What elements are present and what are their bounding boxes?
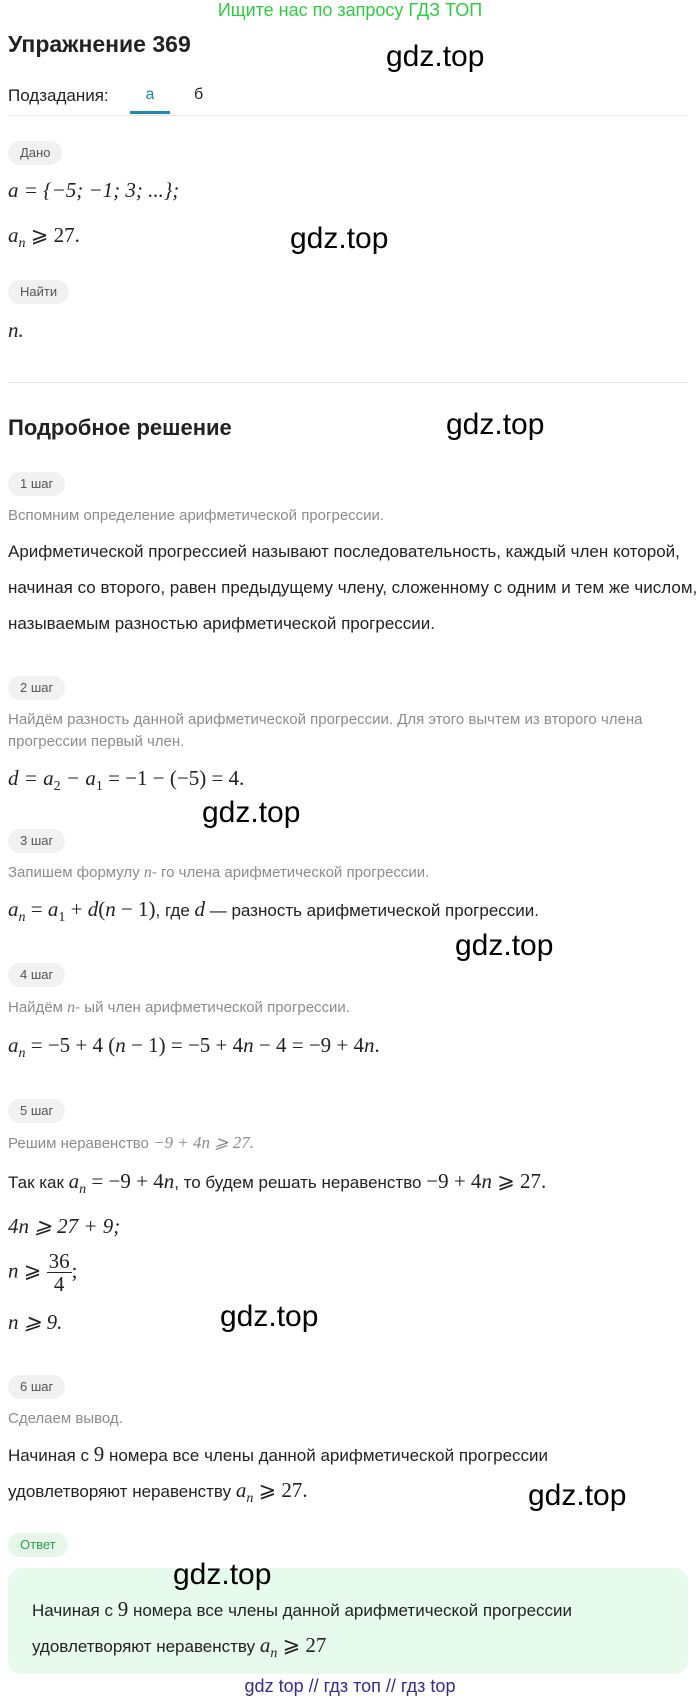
step-1-text: Арифметической прогрессией называют последовательность, каждый член которой, начиная со второго, равен предыдущему члену, сложенному с одним и тем же числом, называемым разностью арифметической прогрессии. [8,542,698,633]
watermark: gdz.top [528,1479,627,1512]
step-5-text: Так как $a_n = -9 + 4n$, то будем решать неравенство −9 + 4n ⩾ 27. [8,1169,547,1198]
step-5-hint: Решим неравенство −9 + 4n ⩾ 27. [8,1133,254,1152]
step-4-formula: $a_n = -5 + 4$ (n − 1) = −5 + 4n − 4 = −9 + 4n. [8,1033,380,1062]
find-badge: Найти [8,280,69,304]
top-banner: Ищите нас по запросу ГДЗ ТОП [217,0,483,20]
watermark: gdz.top [220,1300,319,1333]
step-2-badge: 2 шаг [8,676,65,700]
watermark: gdz.top [290,222,389,255]
page-title: Упражнение 369 [8,31,191,57]
step-3-badge: 3 шаг [8,829,65,853]
answer-line-1: Начиная с 9 номера все члены данной арифметической прогрессии [32,1597,573,1621]
step-3-hint: Запишем формулу n- го члена арифметической прогрессии. [8,864,430,881]
watermark: gdz.top [446,408,545,441]
given-condition: $a_n$ ⩾ 27. [8,223,80,252]
step-2-formula: $d = a_2 - a_1 = -1 - (-5) = 4$. [8,766,245,795]
step-5-line-1: 4n ⩾ 27 + 9; [8,1214,121,1238]
step-5-badge: 5 шаг [8,1099,65,1123]
footer-links[interactable]: gdz top // гдз топ // гдз top [244,1676,456,1696]
step-2-hint: Найдём разность данной арифметической прогрессии. Для этого вычтем из второго члена прогрессии первый член. [8,711,643,750]
watermark: gdz.top [173,1558,272,1591]
tab-a[interactable]: а [145,86,155,103]
active-tab-indicator [130,111,170,114]
step-6-badge: 6 шаг [8,1375,65,1399]
find-value: n. [8,318,24,342]
given-set: a = {−5; −1; 3; ...}; [8,178,180,202]
step-1-hint: Вспомним определение арифметической прогрессии. [8,507,385,524]
answer-line-2: удовлетворяют неравенству $a_n$ ⩾ 27 [32,1633,327,1662]
watermark: gdz.top [386,40,485,73]
tabs-divider [8,115,688,116]
watermark: gdz.top [455,929,554,962]
tab-b[interactable]: б [194,86,204,103]
section-divider [8,382,688,383]
step-4-hint: Найдём n- ый член арифметической прогрессии. [8,999,350,1016]
step-6-text-line-1: Начиная с 9 номера все члены данной арифметической прогрессии [8,1442,549,1466]
subtasks-label: Подзадания: [8,86,109,105]
given-badge: Дано [8,141,62,165]
step-5-line-3: n ⩾ 9. [8,1310,63,1334]
answer-badge: Ответ [8,1533,68,1557]
step-4-badge: 4 шаг [8,963,65,987]
step-5-line-2: n ⩾ $\frac{36}{4}$ ; [8,1249,78,1296]
step-1-badge: 1 шаг [8,472,65,496]
solution-title: Подробное решение [8,415,232,440]
step-6-text-line-2: удовлетворяют неравенству $a_n$ ⩾ 27. [8,1478,308,1507]
step-3-text: $a_n = a_1 + d(n - 1)$, где d — разность арифметической прогрессии. [8,897,539,926]
step-6-hint: Сделаем вывод. [8,1410,123,1427]
watermark: gdz.top [202,796,301,829]
